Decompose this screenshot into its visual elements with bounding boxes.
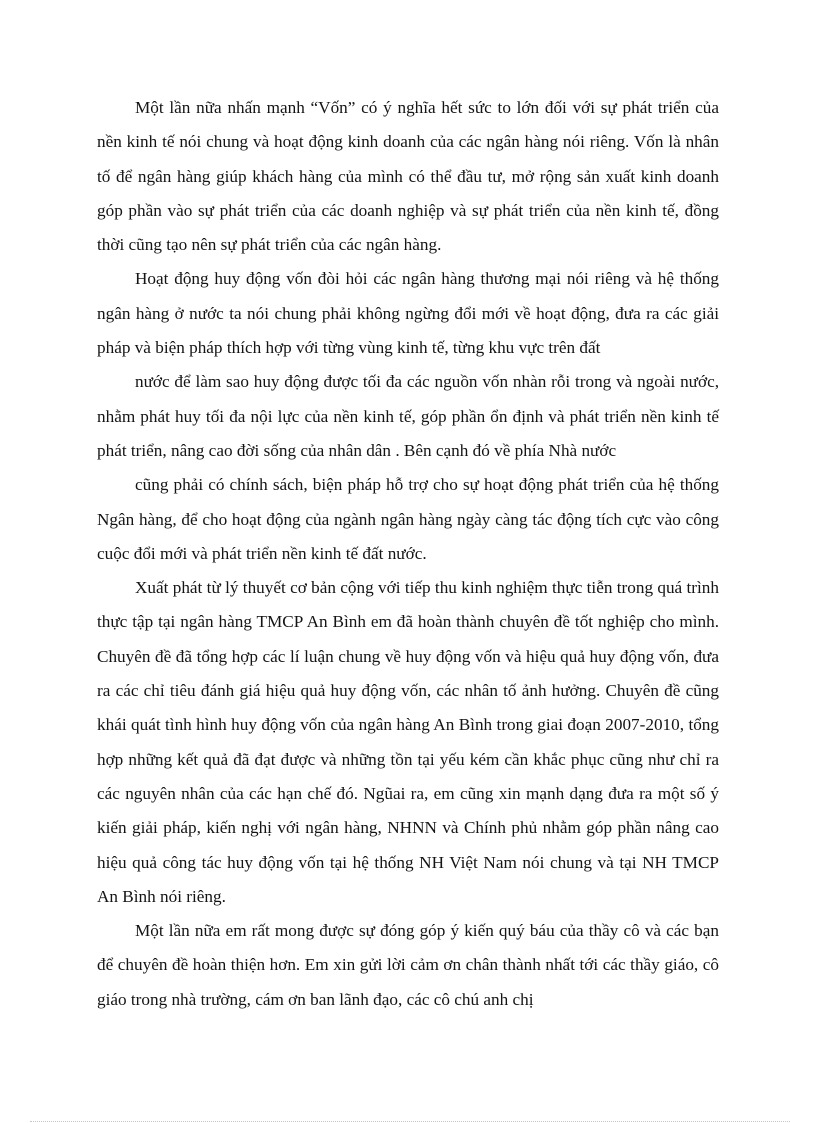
paragraph-4: cũng phải có chính sách, biện pháp hỗ trợ cho sự hoạt động phát triển của hệ thống Ngân hàng, để cho hoạt động của ngành ngân hàng ngày càng tác động tích cực vào công cuộc đổi mới và phát triển nền kinh tế đất nước. — [97, 475, 719, 563]
paragraph-2: Hoạt động huy động vốn đòi hỏi các ngân hàng thương mại nói riêng và hệ thống ngân hàng ở nước ta nói chung phải không ngừng đổi mới về hoạt động, đưa ra các giải pháp và biện pháp thích hợp với từng vùng kinh tế, từng khu vực trên đất — [97, 269, 719, 358]
page-bottom-border — [30, 1121, 790, 1122]
paragraph-3: nước để làm sao huy động được tối đa các nguồn vốn nhàn rỗi trong và ngoài nước, nhằm phát huy tối đa nội lực của nền kinh tế, góp phần ổn định và phát triển nền kinh tế phát triển, nâng cao đời sống của nhân dân . Bên cạnh đó về phía Nhà nước — [97, 372, 719, 460]
paragraph-6: Một lần nữa em rất mong được sự đóng góp ý kiến quý báu của thầy cô và các bạn để chuyên đề hoàn thiện hơn. Em xin gửi lời cảm ơn chân thành nhất tới các thầy giáo, cô giáo trong nhà trường, cám ơn ban lãnh đạo, các cô chú anh chị — [97, 921, 719, 1009]
paragraph-1: Một lần nữa nhấn mạnh “Vốn” có ý nghĩa hết sức to lớn đối với sự phát triển của nền kinh tế nói chung và hoạt động kinh doanh của các ngân hàng nói riêng. Vốn là nhân tố để ngân hàng giúp khách hàng của mình có thể đầu tư, mở rộng sản xuất kinh doanh góp phần vào sự phát triển của các doanh nghiệp và sự phát triển của nền kinh tế, đồng thời cũng tạo nên sự phát triển của các ngân hàng. — [97, 98, 719, 255]
body-text — [97, 91, 719, 1017]
paragraph-5: Xuất phát từ lý thuyết cơ bản cộng với tiếp thu kinh nghiệm thực tiễn trong quá trình thực tập tại ngân hàng TMCP An Bình em đã hoàn thành chuyên đề tốt nghiệp cho mình. Chuyên đề đã tổng hợp các lí luận chung về huy động vốn và hiệu quả huy động vốn, đưa ra các chỉ tiêu đánh giá hiệu quả huy động vốn, các nhân tố ảnh hưởng. Chuyên đề cũng khái quát tình hình huy động vốn của ngân hàng An Bình trong giai đoạn 2007-2010, tổng hợp những kết quả đã đạt được và những tồn tại yếu kém cần khắc phục cũng như chỉ ra các nguyên nhân của các hạn chế đó. Ngũai ra, em cũng xin mạnh dạng đưa ra một số ý kiến giải pháp, kiến nghị với ngân hàng, NHNN và Chính phủ nhằm góp phần nâng cao hiệu quả công tác huy động vốn tại hệ thống NH Việt Nam nói chung và tại NH TMCP An Bình nói riêng. — [97, 578, 719, 906]
